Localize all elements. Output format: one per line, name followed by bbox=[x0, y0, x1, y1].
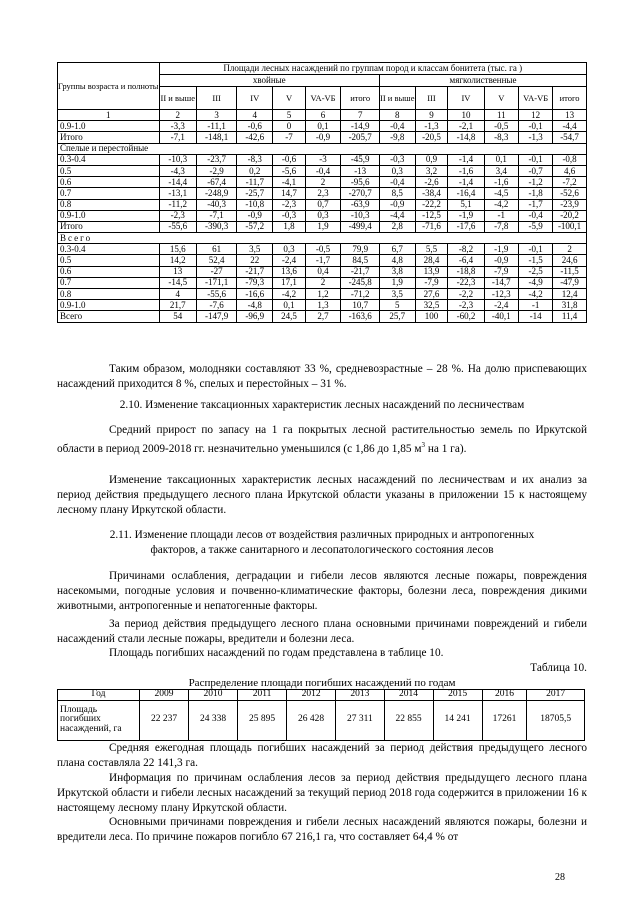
value-cell: -14,7 bbox=[484, 277, 519, 288]
value-cell: -11,1 bbox=[197, 121, 237, 132]
subcolumn-header: V bbox=[273, 87, 305, 110]
table-row bbox=[58, 300, 587, 311]
value-cell: -14,8 bbox=[448, 132, 484, 143]
value-cell: -0,1 bbox=[519, 244, 553, 255]
value-cell: -10,3 bbox=[341, 210, 380, 221]
value-cell: 79,9 bbox=[341, 244, 380, 255]
subcolumn-header: III bbox=[415, 87, 448, 110]
year-cell: 2011 bbox=[238, 690, 287, 701]
value-cell: -4,1 bbox=[273, 177, 305, 188]
value-cell: -2,3 bbox=[448, 300, 484, 311]
value-cell: -13,1 bbox=[159, 188, 197, 199]
year-cell: 2013 bbox=[336, 690, 384, 701]
value-cell: 0,4 bbox=[305, 266, 341, 277]
value-cell: -5,6 bbox=[273, 165, 305, 176]
value-cell: 5 bbox=[380, 300, 416, 311]
value-cell: -2,9 bbox=[197, 165, 237, 176]
value-cell: -1,4 bbox=[448, 177, 484, 188]
value-cell: -67,4 bbox=[197, 177, 237, 188]
paragraph-table-ref: Площадь погибших насаждений по годам представлена в таблице 10. bbox=[109, 647, 444, 659]
value-cell: 52,4 bbox=[197, 255, 237, 266]
row-label-cell: 0.9-1.0 bbox=[58, 300, 160, 311]
value-cell: -16,4 bbox=[448, 188, 484, 199]
table-row bbox=[58, 277, 587, 288]
value-cell: 0,1 bbox=[484, 154, 519, 165]
value-cell: 1,3 bbox=[305, 300, 341, 311]
value-cell: 17,1 bbox=[273, 277, 305, 288]
paragraph-main-causes: За период действия предыдущего лесного плана основными причинами повреждений и гибели насаждений стали лесные пожары, вредители и болезни леса. bbox=[57, 618, 587, 645]
value-cell: -4,4 bbox=[380, 210, 416, 221]
value-cell: -7,9 bbox=[415, 277, 448, 288]
deciduous-header: мягколиственные bbox=[380, 75, 587, 87]
value-cell: 3,2 bbox=[415, 165, 448, 176]
value-cell: 3,5 bbox=[237, 244, 273, 255]
value-cell: -0,9 bbox=[484, 255, 519, 266]
value-cell: -4,3 bbox=[159, 165, 197, 176]
value-cell: 22 bbox=[237, 255, 273, 266]
value-cell: 27,6 bbox=[415, 289, 448, 300]
table-row bbox=[58, 199, 587, 210]
value-cell: -12,5 bbox=[415, 210, 448, 221]
value-cell: -1,3 bbox=[415, 121, 448, 132]
value-cell: -0,4 bbox=[380, 177, 416, 188]
value-cell: 0,1 bbox=[305, 121, 341, 132]
value-cell: -4,2 bbox=[484, 199, 519, 210]
value-cell: -205,7 bbox=[341, 132, 380, 143]
value-cell: 2,7 bbox=[305, 311, 341, 322]
year-label: Год bbox=[58, 690, 140, 701]
page-number: 28 bbox=[555, 872, 565, 883]
superscript: 3 bbox=[421, 440, 425, 449]
table-row bbox=[58, 132, 587, 143]
value-cell: -1 bbox=[519, 300, 553, 311]
value-cell: 100 bbox=[415, 311, 448, 322]
column-number: 8 bbox=[380, 110, 416, 121]
table-title: Площади лесных насаждений по группам пород и классам бонитета (тыс. га ) bbox=[159, 63, 587, 75]
row-label: Площадь погибших насаждений, га bbox=[58, 700, 140, 740]
value-cell: -4,4 bbox=[553, 121, 587, 132]
row-label-cell: Итого bbox=[58, 221, 160, 232]
value-cell: 21,7 bbox=[159, 300, 197, 311]
value-cell: -1,7 bbox=[305, 255, 341, 266]
value-cell: 84,5 bbox=[341, 255, 380, 266]
value-cell: -7,9 bbox=[484, 266, 519, 277]
value-cell: -21,7 bbox=[341, 266, 380, 277]
value-cell: -2,4 bbox=[273, 255, 305, 266]
value-cell: -4,2 bbox=[519, 289, 553, 300]
column-number: 9 bbox=[415, 110, 448, 121]
value-cell: -0,4 bbox=[380, 121, 416, 132]
value-cell: -96,9 bbox=[237, 311, 273, 322]
value-cell: -11,7 bbox=[237, 177, 273, 188]
paragraph-causes: Причинами ослабления, деградации и гибели лесов являются лесные пожары, повреждения насекомыми, погодные условия и почвенно-климатические факторы, болезни леса, повреждения дикими животными, антропогенные и непатогенные факторы. bbox=[57, 570, 587, 612]
subcolumn-header: IV bbox=[237, 87, 273, 110]
value-cell: 13 bbox=[159, 266, 197, 277]
value-cell: 0,3 bbox=[305, 210, 341, 221]
value-cell: -171,1 bbox=[197, 277, 237, 288]
dead-stands-table bbox=[57, 689, 585, 741]
value-cell: 28,4 bbox=[415, 255, 448, 266]
value-cell: -17,6 bbox=[448, 221, 484, 232]
value-cell: -14,5 bbox=[159, 277, 197, 288]
subcolumn-header: II и выше bbox=[380, 87, 416, 110]
column-number: 11 bbox=[484, 110, 519, 121]
value-cell: -52,6 bbox=[553, 188, 587, 199]
value-cell: -8,3 bbox=[237, 154, 273, 165]
year-cell: 2010 bbox=[189, 690, 238, 701]
value-cell: 8,5 bbox=[380, 188, 416, 199]
value-cell: 1,9 bbox=[380, 277, 416, 288]
table10-label: Таблица 10. bbox=[530, 662, 587, 674]
value-cell: -54,7 bbox=[553, 132, 587, 143]
table-row bbox=[58, 311, 587, 322]
value-cell: -4,8 bbox=[237, 300, 273, 311]
value-cell: -14,9 bbox=[341, 121, 380, 132]
value-cell: -10,3 bbox=[159, 154, 197, 165]
value-cell: 6,7 bbox=[380, 244, 416, 255]
value-cell: -2,4 bbox=[484, 300, 519, 311]
value-cell: -45,9 bbox=[341, 154, 380, 165]
value-cell: 0,3 bbox=[380, 165, 416, 176]
year-cell: 2009 bbox=[140, 690, 189, 701]
value-cell: -390,3 bbox=[197, 221, 237, 232]
paragraph-summary: Таким образом, молодняки составляют 33 %, средневозрастные – 28 %. На долю приспевающих насаждений приходится 8 %, спелых и перестойных – 31 %. bbox=[57, 363, 587, 390]
year-cell: 2015 bbox=[433, 690, 482, 701]
value-cell: -499,4 bbox=[341, 221, 380, 232]
value-cell: -12,3 bbox=[484, 289, 519, 300]
value-cell: -40,3 bbox=[197, 199, 237, 210]
value-cell: -1,4 bbox=[448, 154, 484, 165]
value-cell: -95,6 bbox=[341, 177, 380, 188]
area-value-cell: 17261 bbox=[482, 700, 527, 740]
table-row bbox=[58, 165, 587, 176]
value-cell: -7 bbox=[273, 132, 305, 143]
row-label-cell: 0.5 bbox=[58, 165, 160, 176]
value-cell: 1,8 bbox=[273, 221, 305, 232]
heading-2-11: 2.11. Изменение площади лесов от воздействия различных природных и антропогенных факторов, а также санитарного и лесопатологического состояния лесов bbox=[109, 529, 535, 556]
years-row bbox=[58, 690, 585, 701]
value-cell: -42,6 bbox=[237, 132, 273, 143]
value-cell: -7,6 bbox=[197, 300, 237, 311]
value-cell: -79,3 bbox=[237, 277, 273, 288]
area-value-cell: 25 895 bbox=[238, 700, 287, 740]
row-label-cell: 0.7 bbox=[58, 188, 160, 199]
value-cell: -20,5 bbox=[415, 132, 448, 143]
value-cell: -8,3 bbox=[484, 132, 519, 143]
value-cell: 12,4 bbox=[553, 289, 587, 300]
table-row bbox=[58, 177, 587, 188]
row-label-cell: 0.8 bbox=[58, 199, 160, 210]
row-label-cell: 0.5 bbox=[58, 255, 160, 266]
subcolumn-header: итого bbox=[553, 87, 587, 110]
row-label-cell: Итого bbox=[58, 132, 160, 143]
value-cell: 13,9 bbox=[415, 266, 448, 277]
value-cell: 2 bbox=[305, 277, 341, 288]
value-cell: -38,4 bbox=[415, 188, 448, 199]
table-row bbox=[58, 266, 587, 277]
table-row bbox=[58, 255, 587, 266]
row-label-cell: Всего bbox=[58, 311, 160, 322]
value-cell: 1,9 bbox=[305, 221, 341, 232]
area-value-cell: 22 237 bbox=[140, 700, 189, 740]
value-cell: -22,2 bbox=[415, 199, 448, 210]
row-label-cell: 0.7 bbox=[58, 277, 160, 288]
value-cell: 2,3 bbox=[305, 188, 341, 199]
value-cell: -2,5 bbox=[519, 266, 553, 277]
section-label: Спелые и перестойные bbox=[58, 143, 587, 154]
value-cell: -2,2 bbox=[448, 289, 484, 300]
value-cell: 14,7 bbox=[273, 188, 305, 199]
year-cell: 2014 bbox=[384, 690, 433, 701]
value-cell: -1,3 bbox=[519, 132, 553, 143]
value-cell: 10,7 bbox=[341, 300, 380, 311]
paragraph-increment bbox=[57, 423, 587, 456]
row-label-cell: 0.9-1.0 bbox=[58, 210, 160, 221]
table-row bbox=[58, 154, 587, 165]
value-cell: -1 bbox=[484, 210, 519, 221]
paragraph-fires: Основными причинами повреждения и гибели лесных насаждений являются пожары, болезни и вредители леса. По причине пожаров погибло 67 216,1 га, что составляет 64,4 % от bbox=[57, 816, 587, 843]
subcolumn-header: VA-VБ bbox=[519, 87, 553, 110]
value-cell: 32,5 bbox=[415, 300, 448, 311]
subcolumn-header: II и выше bbox=[159, 87, 197, 110]
value-cell: -7,1 bbox=[159, 132, 197, 143]
value-cell: -0,9 bbox=[305, 132, 341, 143]
value-cell: -20,2 bbox=[553, 210, 587, 221]
value-cell: -63,9 bbox=[341, 199, 380, 210]
value-cell: 2 bbox=[553, 244, 587, 255]
value-cell: 4,8 bbox=[380, 255, 416, 266]
value-cell: -71,6 bbox=[415, 221, 448, 232]
value-cell: 61 bbox=[197, 244, 237, 255]
value-cell: -148,1 bbox=[197, 132, 237, 143]
value-cell: -4,5 bbox=[484, 188, 519, 199]
value-cell: -13 bbox=[341, 165, 380, 176]
value-cell: -0,3 bbox=[273, 210, 305, 221]
value-cell: -14 bbox=[519, 311, 553, 322]
subcolumn-header: VA-VБ bbox=[305, 87, 341, 110]
paragraph-average: Средняя ежегодная площадь погибших насаждений за период действия предыдущего лесного плана составляла 22 141,3 га. bbox=[57, 742, 587, 769]
value-cell: -11,5 bbox=[553, 266, 587, 277]
value-cell: -1,9 bbox=[484, 244, 519, 255]
value-cell: 25,7 bbox=[380, 311, 416, 322]
value-cell: -7,8 bbox=[484, 221, 519, 232]
value-cell: -2,3 bbox=[159, 210, 197, 221]
year-cell: 2016 bbox=[482, 690, 527, 701]
table-row bbox=[58, 188, 587, 199]
value-cell: -1,6 bbox=[484, 177, 519, 188]
value-cell: -0,5 bbox=[484, 121, 519, 132]
value-cell: -57,2 bbox=[237, 221, 273, 232]
year-cell: 2017 bbox=[527, 690, 585, 701]
value-cell: -2,3 bbox=[273, 199, 305, 210]
value-cell: -0,6 bbox=[237, 121, 273, 132]
value-cell: 3,5 bbox=[380, 289, 416, 300]
value-cell: -1,9 bbox=[448, 210, 484, 221]
value-cell: -147,9 bbox=[197, 311, 237, 322]
value-cell: -0,3 bbox=[380, 154, 416, 165]
value-cell: -1,5 bbox=[519, 255, 553, 266]
area-value-cell: 22 855 bbox=[384, 700, 433, 740]
value-cell: 15,6 bbox=[159, 244, 197, 255]
value-cell: -100,1 bbox=[553, 221, 587, 232]
value-cell: -18,8 bbox=[448, 266, 484, 277]
value-cell: -47,9 bbox=[553, 277, 587, 288]
value-cell: 4,6 bbox=[553, 165, 587, 176]
value-cell: -0,9 bbox=[237, 210, 273, 221]
value-cell: 14,2 bbox=[159, 255, 197, 266]
value-cell: -2,1 bbox=[448, 121, 484, 132]
value-cell: -10,8 bbox=[237, 199, 273, 210]
value-cell: -0,5 bbox=[305, 244, 341, 255]
value-cell: 0,9 bbox=[415, 154, 448, 165]
table-row bbox=[58, 121, 587, 132]
column-number: 4 bbox=[237, 110, 273, 121]
values-row bbox=[58, 700, 585, 740]
value-cell: -21,7 bbox=[237, 266, 273, 277]
value-cell: 0,1 bbox=[273, 300, 305, 311]
value-cell: -270,7 bbox=[341, 188, 380, 199]
value-cell: -9,8 bbox=[380, 132, 416, 143]
value-cell: 0,3 bbox=[273, 244, 305, 255]
value-cell: 2 bbox=[305, 177, 341, 188]
value-cell: -0,4 bbox=[305, 165, 341, 176]
value-cell: -6,4 bbox=[448, 255, 484, 266]
value-cell: -0,4 bbox=[519, 210, 553, 221]
value-cell: -7,2 bbox=[553, 177, 587, 188]
value-cell: -0,8 bbox=[553, 154, 587, 165]
paragraph-appendix-15: Изменение таксационных характеристик лесных насаждений по лесничествам и их анализ за период действия предыдущего лесного плана Иркутской области указаны в приложении 15 к настоящему лесному плану Иркутской области. bbox=[57, 474, 587, 516]
value-cell: -245,8 bbox=[341, 277, 380, 288]
area-value-cell: 18705,5 bbox=[527, 700, 585, 740]
table-row bbox=[58, 210, 587, 221]
row-label-cell: 0.3-0.4 bbox=[58, 154, 160, 165]
value-cell: 3,8 bbox=[380, 266, 416, 277]
column-number: 7 bbox=[341, 110, 380, 121]
value-cell: -0,7 bbox=[519, 165, 553, 176]
value-cell: -23,7 bbox=[197, 154, 237, 165]
coniferous-header: хвойные bbox=[159, 75, 380, 87]
area-value-cell: 24 338 bbox=[189, 700, 238, 740]
subcolumn-header: итого bbox=[341, 87, 380, 110]
value-cell: 5,5 bbox=[415, 244, 448, 255]
paragraph-increment-tail: на 1 га). bbox=[425, 442, 467, 455]
value-cell: -0,1 bbox=[519, 121, 553, 132]
value-cell: -23,9 bbox=[553, 199, 587, 210]
column-number: 13 bbox=[553, 110, 587, 121]
value-cell: -8,2 bbox=[448, 244, 484, 255]
column-number-row bbox=[58, 110, 587, 121]
row-label-cell: 0.6 bbox=[58, 177, 160, 188]
value-cell: -55,6 bbox=[159, 221, 197, 232]
value-cell: -40,1 bbox=[484, 311, 519, 322]
value-cell: -0,9 bbox=[380, 199, 416, 210]
value-cell: 5,1 bbox=[448, 199, 484, 210]
column-number: 12 bbox=[519, 110, 553, 121]
value-cell: -25,7 bbox=[237, 188, 273, 199]
value-cell: 2,8 bbox=[380, 221, 416, 232]
value-cell: 11,4 bbox=[553, 311, 587, 322]
value-cell: -22,3 bbox=[448, 277, 484, 288]
value-cell: -4,9 bbox=[519, 277, 553, 288]
section-row bbox=[58, 233, 587, 244]
area-value-cell: 27 311 bbox=[336, 700, 384, 740]
table-row bbox=[58, 244, 587, 255]
value-cell: 0,2 bbox=[237, 165, 273, 176]
value-cell: 4 bbox=[159, 289, 197, 300]
forest-area-table bbox=[57, 62, 587, 323]
section-row bbox=[58, 143, 587, 154]
value-cell: -2,6 bbox=[415, 177, 448, 188]
value-cell: -0,1 bbox=[519, 154, 553, 165]
value-cell: -1,6 bbox=[448, 165, 484, 176]
column-number: 5 bbox=[273, 110, 305, 121]
value-cell: -1,7 bbox=[519, 199, 553, 210]
value-cell: 13,6 bbox=[273, 266, 305, 277]
value-cell: -1,2 bbox=[519, 177, 553, 188]
value-cell: 24,5 bbox=[273, 311, 305, 322]
row-label-cell: 0.8 bbox=[58, 289, 160, 300]
value-cell: 54 bbox=[159, 311, 197, 322]
section-label: Всего bbox=[58, 233, 587, 244]
value-cell: -60,2 bbox=[448, 311, 484, 322]
column-number: 3 bbox=[197, 110, 237, 121]
value-cell: -1,8 bbox=[519, 188, 553, 199]
value-cell: 1,2 bbox=[305, 289, 341, 300]
column-number: 10 bbox=[448, 110, 484, 121]
paragraph-appendix-16: Информация по причинам ослабления лесов за период действия предыдущего лесного плана Иркутской области и гибели лесных насаждений за текущий период 2018 года содержится в приложении 16 к настоящему лесному плану Иркутской области. bbox=[57, 772, 587, 814]
value-cell: -7,1 bbox=[197, 210, 237, 221]
value-cell: -27 bbox=[197, 266, 237, 277]
value-cell: 0 bbox=[273, 121, 305, 132]
group-column-header: Группы возраста и полноты bbox=[58, 63, 160, 110]
row-label-cell: 0.6 bbox=[58, 266, 160, 277]
column-number: 1 bbox=[58, 110, 160, 121]
value-cell: -163,6 bbox=[341, 311, 380, 322]
year-cell: 2012 bbox=[287, 690, 336, 701]
area-value-cell: 26 428 bbox=[287, 700, 336, 740]
value-cell: 31,8 bbox=[553, 300, 587, 311]
column-number: 6 bbox=[305, 110, 341, 121]
table-row bbox=[58, 221, 587, 232]
table10-title: Распределение площади погибших насаждений по годам bbox=[188, 677, 456, 689]
value-cell: 24,6 bbox=[553, 255, 587, 266]
paragraph-increment-text: Средний прирост по запасу на 1 га покрытых лесной растительностью земель по Иркутской области в период 2009-2018 гг. незначительно уменьшился (с 1,86 до 1,85 м bbox=[57, 424, 587, 455]
value-cell: -3 bbox=[305, 154, 341, 165]
row-label-cell: 0.9-1.0 bbox=[58, 121, 160, 132]
value-cell: 0,7 bbox=[305, 199, 341, 210]
value-cell: -71,2 bbox=[341, 289, 380, 300]
row-label-cell: 0.3-0.4 bbox=[58, 244, 160, 255]
value-cell: -55,6 bbox=[197, 289, 237, 300]
value-cell: -3,3 bbox=[159, 121, 197, 132]
value-cell: -11,2 bbox=[159, 199, 197, 210]
value-cell: 3,4 bbox=[484, 165, 519, 176]
heading-2-10: 2.10. Изменение таксационных характеристик лесных насаждений по лесничествам bbox=[119, 399, 525, 411]
value-cell: -248,9 bbox=[197, 188, 237, 199]
subcolumn-header: IV bbox=[448, 87, 484, 110]
subcolumn-header: V bbox=[484, 87, 519, 110]
value-cell: -0,6 bbox=[273, 154, 305, 165]
area-value-cell: 14 241 bbox=[433, 700, 482, 740]
value-cell: -14,4 bbox=[159, 177, 197, 188]
subcolumn-header: III bbox=[197, 87, 237, 110]
column-number: 2 bbox=[159, 110, 197, 121]
value-cell: -4,2 bbox=[273, 289, 305, 300]
table-row bbox=[58, 289, 587, 300]
value-cell: -16,6 bbox=[237, 289, 273, 300]
value-cell: -5,9 bbox=[519, 221, 553, 232]
